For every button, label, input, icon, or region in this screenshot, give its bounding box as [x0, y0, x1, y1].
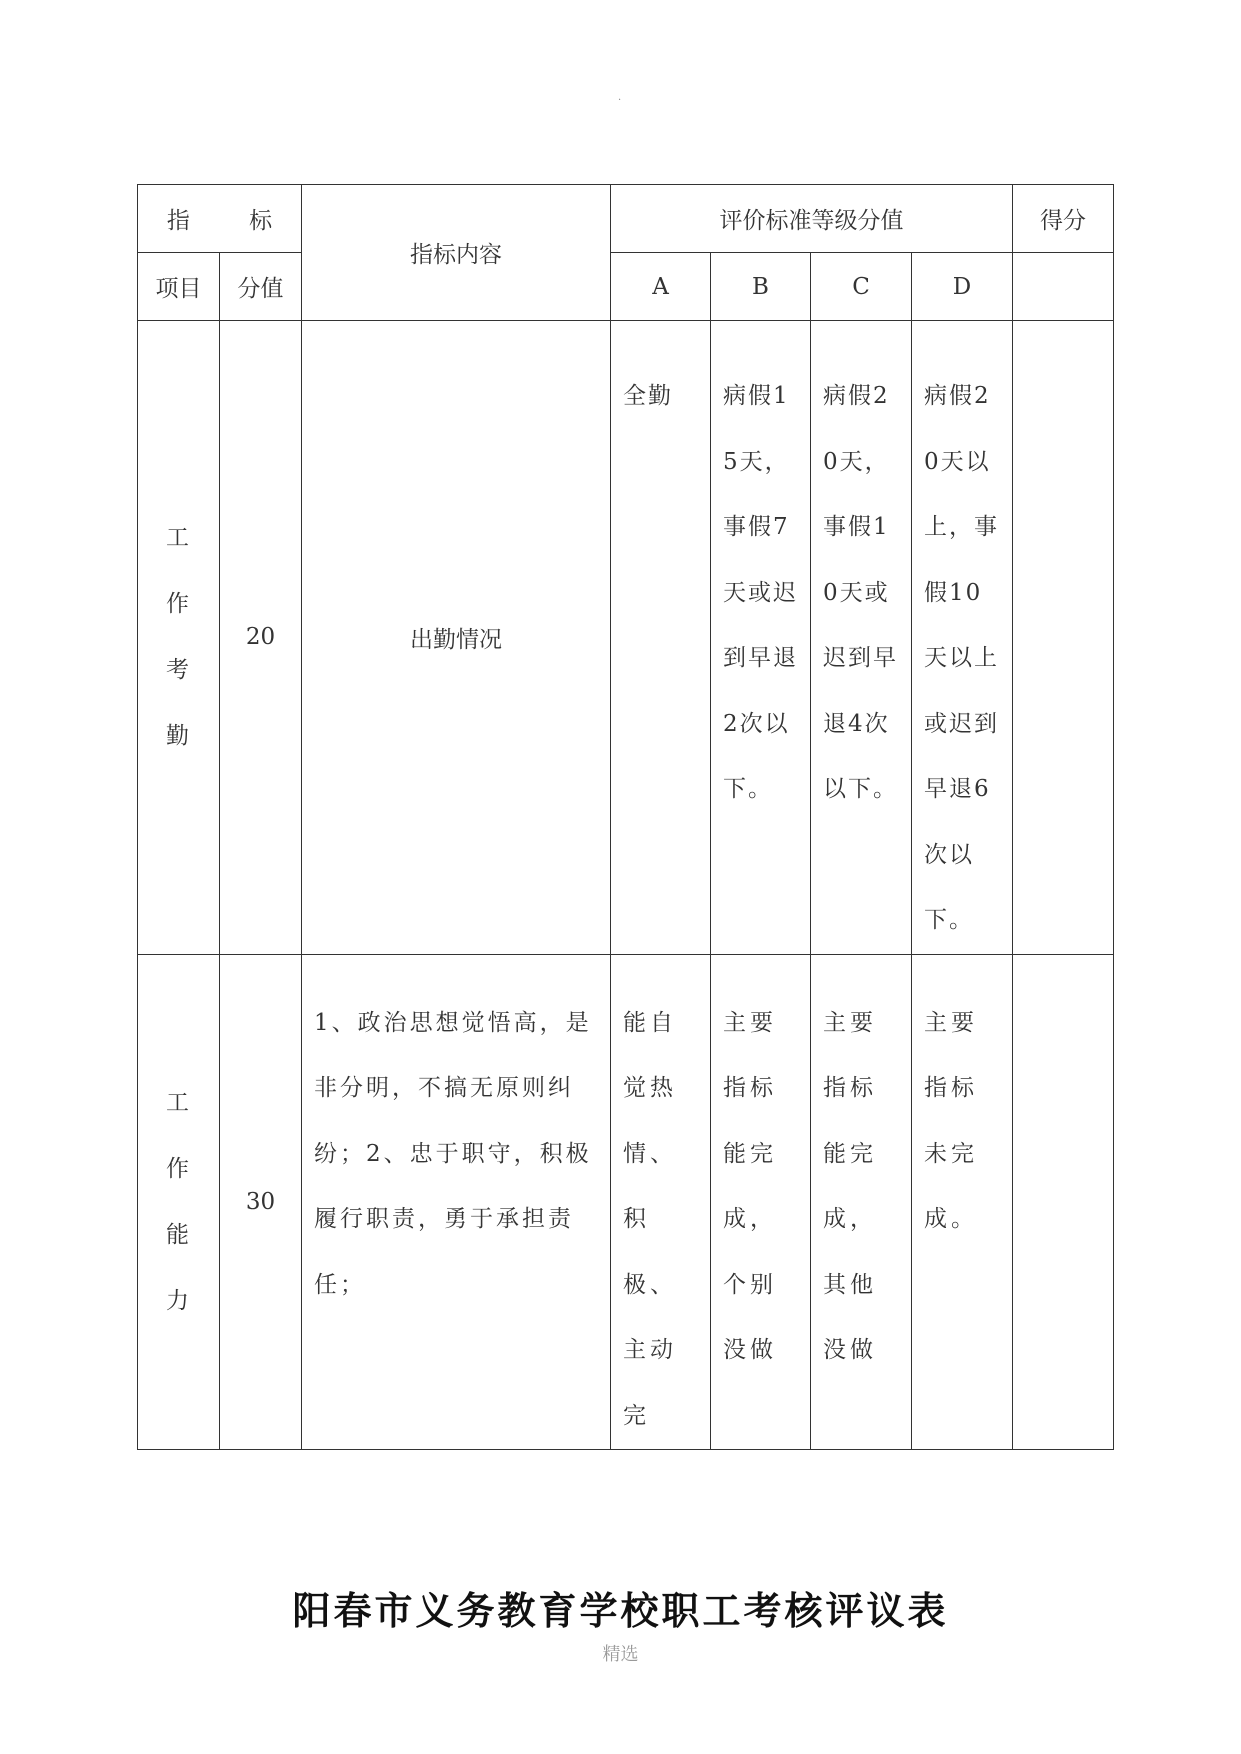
- table-row: [138, 954, 1114, 1450]
- header-grade-a: A: [611, 253, 711, 321]
- row-grade-b: 主要指标能完成，个别没做: [711, 954, 811, 1450]
- header-grade-d: D: [912, 253, 1013, 321]
- row-content: 1、政治思想觉悟高，是非分明，不搞无原则纠纷；2、忠于职守，积极履行职责，勇于承担责任；: [302, 954, 611, 1450]
- page-mark: .: [618, 92, 622, 103]
- row-item: 工作能力: [138, 954, 220, 1450]
- row-score: [1013, 954, 1114, 1450]
- table-row: [138, 321, 1114, 955]
- row-points: 20: [220, 321, 302, 955]
- header-score-blank: [1013, 253, 1114, 321]
- row-grade-a: 能自觉热情、积极、主动完: [611, 954, 711, 1450]
- row-grade-c: 病假20天，事假10天或迟到早退4次以下。: [811, 321, 912, 955]
- header-score: 得分: [1013, 185, 1114, 253]
- evaluation-table: [137, 184, 1114, 1450]
- row-content: 出勤情况: [302, 321, 611, 955]
- document-title: 阳春市义务教育学校职工考核评议表: [292, 1588, 949, 1633]
- row-grade-d: 主要指标未完成。: [912, 954, 1013, 1450]
- row-grade-d: 病假20天以上，事假10天以上或迟到早退6次以下。: [912, 321, 1013, 955]
- row-points: 30: [220, 954, 302, 1450]
- page-footer: 精选: [602, 1644, 639, 1665]
- header-grade-c: C: [811, 253, 912, 321]
- row-score: [1013, 321, 1114, 955]
- header-criteria: 评价标准等级分值: [611, 185, 1013, 253]
- header-grade-b: B: [711, 253, 811, 321]
- row-grade-a: 全勤: [611, 321, 711, 955]
- header-indicator: 指 标: [138, 185, 302, 253]
- header-content: 指标内容: [302, 185, 611, 321]
- row-grade-b: 病假15天，事假7天或迟到早退2次以下。: [711, 321, 811, 955]
- row-grade-c: 主要指标能完成，其他没做: [811, 954, 912, 1450]
- header-item: 项目: [138, 253, 220, 321]
- row-item: 工作考勤: [138, 321, 220, 955]
- header-points: 分值: [220, 253, 302, 321]
